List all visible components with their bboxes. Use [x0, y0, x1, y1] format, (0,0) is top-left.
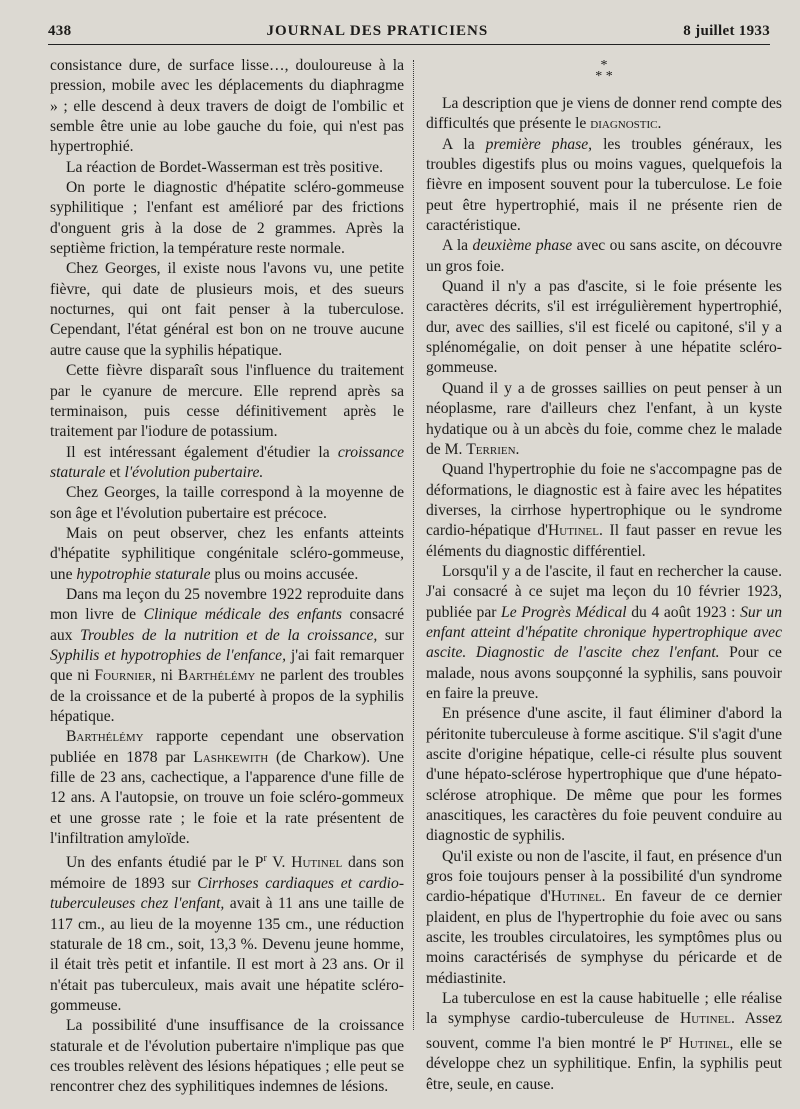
paragraph-text: La réaction de Bordet-Wasserman est très positive.: [66, 158, 384, 176]
paragraph-text: Pour ce malade, nous avons soupçonné la syphilis, sans pouvoir en faire la preuve.: [426, 644, 782, 702]
paragraph-text: A la: [442, 135, 486, 153]
paragraph: [426, 236, 782, 277]
paragraph-text: Lorsqu'il y a de l'ascite, il faut en rechercher la cause. J'ai consacré à ce sujet ma leçon du 10 février 1923, publiée par: [426, 562, 782, 621]
paragraph: [50, 524, 404, 585]
paragraph-text: V.: [266, 854, 292, 872]
author-name: Hutinel,: [678, 1035, 734, 1052]
paragraph-text: Un des enfants étudié par le P: [66, 854, 264, 872]
paragraph: [50, 585, 404, 727]
paragraph: [426, 277, 782, 379]
paragraph-text: Dans ma leçon du 25 novembre 1922 reproduite dans mon livre de: [50, 585, 404, 624]
italic-text: première phase,: [485, 135, 593, 153]
author-name: Barthélémy: [66, 728, 144, 746]
author-name: Hutinel.: [680, 1010, 735, 1028]
running-header: [48, 14, 770, 45]
paragraph: [50, 259, 404, 361]
paragraph-text: j'ai fait remarquer que ni: [50, 646, 404, 685]
paragraph: [426, 460, 782, 562]
author-name: Hutinel.: [550, 888, 606, 906]
paragraph-text: Cette fièvre disparaît sous l'influence du traitement par le cyanure de mercure. Elle reprend après sa terminaison, puis cesse définitivement après le traitement par l'iodure de potassium.: [50, 362, 404, 441]
paragraph-text: du 4 août 1923 :: [626, 603, 741, 621]
paragraph-text: La description que je viens de donner rend compte des difficultés que présente le: [426, 95, 782, 133]
paragraph-text: avait à 11 ans une taille de 117 cm., au lieu de la moyenne 135 cm., une réduction staturale de 18 cm., soit, 13,3 %. Devenu jeune homme, il était très petit et infantile. Il est mort à 23 ans. Or il n'était pas tuberculeux, mais avait une hépatite scléro-gommeuse.: [50, 895, 404, 1014]
paragraph-text: On porte le diagnostic d'hépatite scléro-gommeuse syphilitique ; l'enfant est amélioré par des frictions d'onguent gris à la dose de 2 grammes. Après la septième friction, la température reste normale.: [50, 179, 404, 258]
paragraph-text: Quand il y a de grosses saillies on peut penser à un néoplasme, rare d'ailleurs chez l'enfant, à un kyste hydatique ou à un abcès du foie, comme chez le malade de M.: [426, 379, 782, 458]
left-column: [50, 56, 404, 1098]
superscript: r: [263, 853, 267, 865]
paragraph: [50, 849, 404, 1016]
paragraph-text: Assez souvent, comme l'a bien montré le P: [426, 1010, 782, 1052]
paragraph-text: Il est intéressant également d'étudier la: [66, 443, 338, 461]
italic-text: l'évolution pubertaire.: [124, 463, 264, 481]
paragraph-text: Chez Georges, la taille correspond à la moyenne de son âge et l'évolution pubertaire est précoce.: [50, 484, 404, 522]
paragraph-text: Chez Georges, il existe nous l'avons vu, une petite fièvre, qui date de plusieurs mois, et des sueurs nocturnes, qui ont fait penser à la tuberculose. Cependant, l'état général est bon on ne trouve aucune autre cause que la syphilis hépatique.: [50, 260, 404, 359]
journal-title: JOURNAL DES PRATICIENS: [266, 23, 489, 39]
paragraph-text: Qu'il existe ou non de l'ascite, il faut, en présence d'un gros foie toujours penser à la possibilité d'un syndrome cardio-hépatique d': [426, 847, 782, 906]
paragraph: [50, 178, 404, 259]
paragraph: [50, 727, 404, 849]
page-number: 438: [48, 23, 72, 39]
paragraph: [426, 847, 782, 989]
author-name: Barthélémy: [177, 667, 256, 685]
paragraph-text: elle se développe chez un syphilitique. Enfin, la syphilis peut être, seule, en cause.: [426, 1035, 783, 1093]
paragraph-text: consistance dure, de surface lisse…, douloureuse à la pression, mobile avec les déplacements du diaphragme » ; elle descend à deux travers de doigt de l'ombilic et semble être unie au lobe gauche du foie, qui n'est pas hypertrophié.: [50, 57, 404, 156]
right-column: [426, 56, 782, 1095]
author-name: Lashkewith: [193, 748, 269, 766]
paragraph: [426, 94, 782, 135]
paragraph-text: et: [105, 463, 125, 481]
author-name: Terrien.: [466, 440, 520, 458]
paragraph-text: les troubles généraux, les troubles digestifs plus ou moins vagues, quelquefois la fièvre en imposent souvent pour la tuberculose. Le foie peut être hypertrophié, mais il ne présente rien de caractéristique.: [426, 135, 782, 235]
paragraph-text: . Il faut passer en revue les éléments du diagnostic différentiel.: [426, 522, 782, 560]
paragraph: [50, 56, 404, 158]
paragraph-text: A la: [442, 237, 473, 255]
paragraph-text: La possibilité d'une insuffisance de la croissance staturale et de l'évolution pubertaire n'implique pas que ces troubles relèvent des lésions hépatiques ; elle peut se rencontrer chez des syphilitiques indemnes de lésions.: [50, 1017, 404, 1096]
italic-text: hypotrophie staturale: [76, 565, 211, 583]
issue-date: 8 juillet 1933: [683, 23, 770, 39]
italic-text: Sur un enfant atteint d'hépatite chronique hypertrophique avec ascite. Diagnostic de l'ascite chez l'enfant.: [426, 603, 782, 662]
author-name: Hutinel: [291, 854, 343, 872]
author-name: diagnostic.: [590, 115, 662, 133]
paragraph-text: plus ou moins accusée.: [210, 565, 359, 583]
paragraph: [50, 361, 404, 442]
paragraph-text: En présence d'une ascite, il faut éliminer d'abord la péritonite tuberculeuse à forme ascitique. S'il s'agit d'une ascite d'origine hépatique, celle-ci résulte plus souvent d'une hépato-sclérose hypertrophique que d'une hépato-sclérose atrophique. De même que pour les formes anascitiques, les caractères du foie peuvent conduire au diagnostic de syphilis.: [426, 705, 782, 845]
italic-text: Syphilis et hypotrophies de l'enfance,: [50, 646, 286, 664]
paragraph: [50, 158, 404, 178]
paragraph-text: dans son mémoire de 1893 sur: [50, 854, 404, 892]
italic-text: Troubles de la nutrition et de la croissance,: [80, 626, 378, 644]
italic-text: Le Progrès Médical: [501, 603, 627, 621]
paragraph-text: En faveur de ce dernier plaident, en plus de l'hypertrophie du foie avec ou sans ascite, les troubles circulatoires, les symptômes plus ou moins caractérisés de symphyse du péricarde et de médiastinite.: [426, 888, 782, 987]
separator-star-bottom: * *: [595, 69, 613, 84]
paragraph-text: Mais on peut observer, chez les enfants atteints d'hépatite syphilitique congénitale scléro-gommeuse, une: [50, 524, 404, 583]
italic-text: Cirrhoses cardiaques et cardio-tuberculeuses chez l'enfant,: [50, 874, 405, 913]
superscript: r: [668, 1033, 672, 1045]
italic-text: Clinique médicale des enfants: [143, 606, 342, 624]
paragraph-text: avec ou sans ascite, on découvre un gros foie.: [426, 237, 782, 275]
paragraph: [50, 1016, 404, 1097]
paragraph: [426, 135, 782, 237]
right-column-body: [426, 94, 782, 1095]
paragraph: [426, 704, 782, 846]
paragraph-text: consacré aux: [50, 606, 404, 644]
section-separator: [426, 56, 782, 94]
separator-star-top: *: [600, 58, 608, 73]
paragraph-text: La tuberculose en est la cause habituelle ; elle réalise la symphyse cardio-tuberculeuse de: [426, 990, 782, 1028]
paragraph: [426, 989, 782, 1095]
paragraph-text: ni: [155, 667, 178, 685]
paragraph-text: Quand il n'y a pas d'ascite, si le foie présente les caractères décrits, s'il est irrégulièrement hypertrophié, dur, avec des saillies, s'il est ficelé ou capitoné, s'il y a splénomégalie, on doit penser à une hépatite scléro-gommeuse.: [426, 278, 782, 377]
column-divider: [413, 60, 414, 1030]
paragraph-text: Quand l'hypertrophie du foie ne s'accompagne pas de déformations, le diagnostic est à faire avec les hépatites diverses, la cirrhose hypertrophique ou le syndrome cardio-hépatique d': [426, 461, 782, 540]
author-name: Fournier,: [94, 667, 156, 685]
paragraph: [426, 379, 782, 460]
paragraph: [426, 562, 782, 704]
italic-text: croissance staturale: [50, 443, 404, 481]
paragraph: [50, 443, 404, 484]
paragraph-text: ne parlent des troubles de la croissance et de la puberté à propos de la syphilis hépatique.: [50, 667, 404, 725]
paragraph-text: sur: [377, 626, 404, 644]
paragraph-text: (de Charkow). Une fille de 23 ans, cachectique, a l'apparence d'une fille de 12 ans. A l'autopsie, on trouve un foie scléro-gommeux et une grosse rate ; le foie et la rate présentent de l'infiltration amyloïde.: [50, 748, 404, 848]
italic-text: deuxième phase: [472, 237, 573, 255]
paragraph: [50, 483, 404, 524]
author-name: Hutinel: [548, 522, 599, 540]
paragraph-text: rapporte cependant une observation publiée en 1878 par: [50, 728, 404, 766]
